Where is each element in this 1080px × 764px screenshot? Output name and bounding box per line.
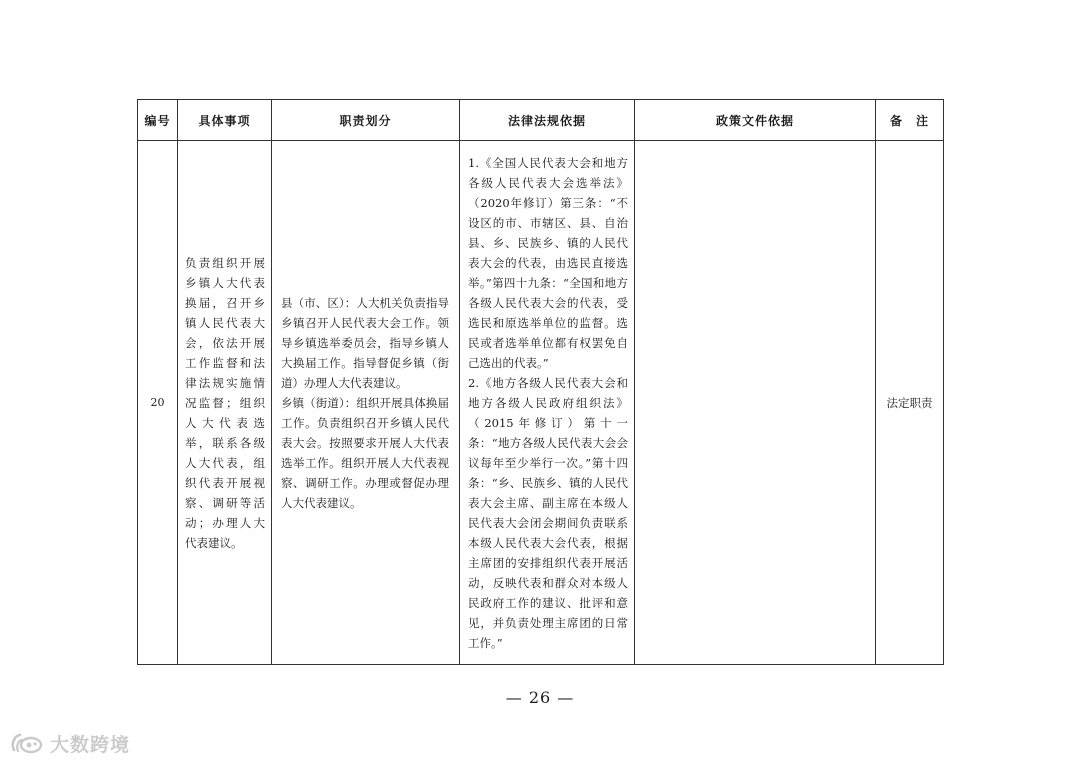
page-number: — 26 — (505, 688, 575, 707)
legal-basis-cell (460, 141, 635, 665)
watermark (10, 729, 130, 757)
legal-basis-item-2: 2.《地方各级人民代表大会和地方各级人民政府组织法》（2015年修订）第十一条：“地方各级人民代表大会会议每年至少举行一次。”第十四条：“乡、民族乡、镇的人民代表大会主席、副主席在本级人民代表大会闭会期间负责联系本级人民代表大会代表，根据主席团的安排组织代表开展活动，反映代表和群众对本级人民政府工作的建议、批评和意见，并负责处理主席团的日常工作。” (468, 375, 628, 650)
header-number: 编号 (138, 100, 178, 141)
legal-basis-item-1: 1.《全国人民代表大会和地方各级人民代表大会选举法》（2020年修订）第三条：“不设区的市、市辖区、县、自治县、乡、民族乡、镇的人民代表大会的代表，由选民直接选举。”第四十九条：“全国和地方各级人民代表大会的代表，受选民和原选举单位的监督。选民或者选举单位都有权罢免自己选出的代表。” (468, 155, 628, 370)
header-duty-division: 职责划分 (272, 100, 460, 141)
responsibility-table (137, 99, 944, 665)
remarks-cell: 法定职责 (876, 141, 944, 665)
policy-basis-cell (635, 141, 876, 665)
township-duty-text: 乡镇（街道）：组织开展具体换届工作。负责组织召开乡镇人民代表大会。按照要求开展人大代表选举工作。组织开展人大代表视察、调研工作。办理或督促办理人大代表建议。 (281, 395, 449, 510)
header-legal-basis: 法律法规依据 (460, 100, 635, 141)
header-policy-basis: 政策文件依据 (635, 100, 876, 141)
header-specific-item: 具体事项 (178, 100, 272, 141)
county-duty-text: 县（市、区）：人大机关负责指导乡镇召开人民代表大会工作。领导乡镇选举委员会，指导乡镇人大换届工作。指导督促乡镇（街道）办理人大代表建议。 (281, 295, 449, 390)
table-header-row (138, 100, 944, 141)
header-remarks: 备 注 (876, 100, 944, 141)
table-row (138, 141, 944, 665)
specific-item-cell: 负责组织开展乡镇人大代表换届，召开乡镇人民代表大会，依法开展工作监督和法律法规实施情况监督；组织人大代表选举，联系各级人大代表，组织代表开展视察、调研等活动；办理人大代表建议。 (178, 141, 272, 665)
watermark-text: 大数跨境 (50, 733, 131, 756)
row-number: 20 (138, 141, 178, 665)
duty-division-cell (272, 141, 460, 665)
weibo-style-logo-icon (10, 730, 44, 756)
